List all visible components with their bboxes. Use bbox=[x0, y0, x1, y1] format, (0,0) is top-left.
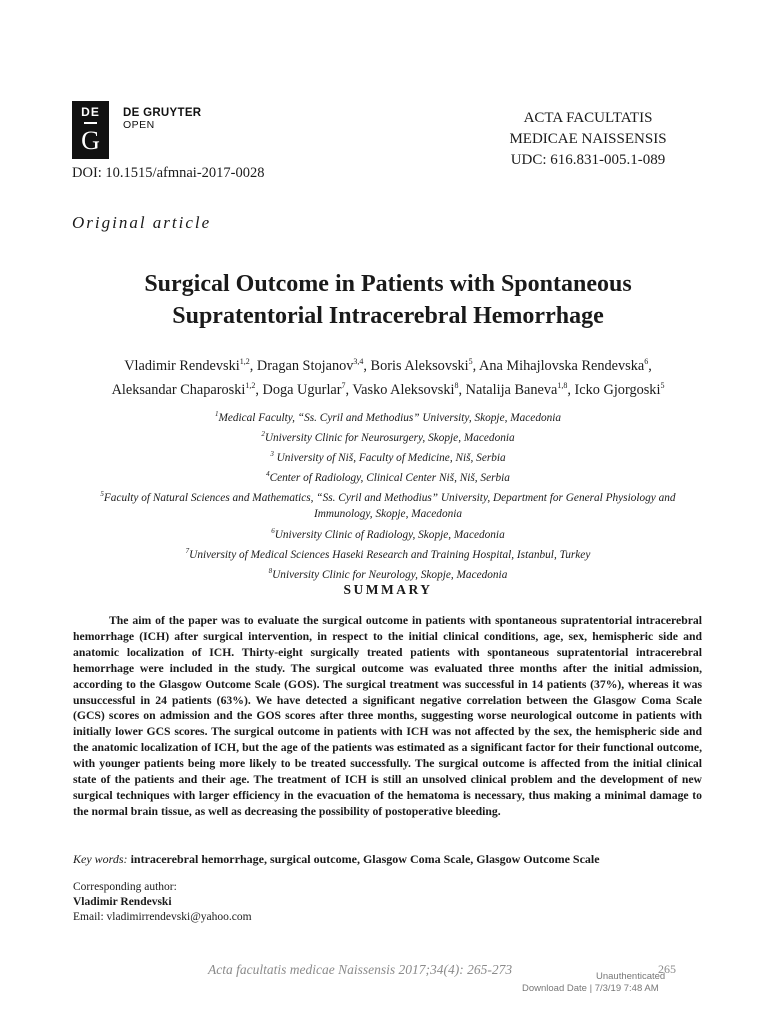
corresponding-label: Corresponding author: bbox=[73, 881, 177, 893]
author: Dragan Stojanov$^{3,4}$, bbox=[256, 357, 371, 374]
author: Vasko Aleksovski$^8$, bbox=[352, 380, 466, 398]
journal-line1: ACTA FACULTATIS bbox=[523, 110, 653, 126]
affiliation: $^4$Center of Radiology, Clinical Center Niš, Niš, Serbia bbox=[266, 470, 510, 484]
publisher-name: DE GRUYTER bbox=[123, 107, 202, 119]
keywords bbox=[73, 851, 702, 867]
journal-line2: MEDICAE NAISSENSIS bbox=[509, 131, 667, 147]
affiliation: $^7$University of Medical Sciences Haseki Research and Training Hospital, Istanbul, Turkey bbox=[185, 546, 591, 561]
corresponding-author bbox=[73, 880, 252, 925]
article-type: Original article bbox=[72, 213, 212, 232]
journal-udc: UDC: 616.831-005.1-089 bbox=[510, 152, 666, 168]
journal-info bbox=[480, 108, 696, 171]
publisher-sub: OPEN bbox=[123, 119, 155, 131]
keywords-label: Key words: bbox=[73, 852, 128, 866]
article-title bbox=[60, 268, 716, 332]
affiliation: $^8$University Clinic for Neurology, Skopje, Macedonia bbox=[268, 566, 508, 581]
author: Aleksandar Chaparoski$^{1,2}$, bbox=[111, 380, 263, 398]
title-line1: Surgical Outcome in Patients with Spontaneous bbox=[144, 271, 632, 297]
title-line2: Supratentorial Intracerebral Hemorrhage bbox=[172, 303, 604, 329]
author-list bbox=[60, 352, 716, 400]
author: Icko Gjorgoski$^5$ bbox=[574, 380, 665, 398]
author: Ana Mihajlovska Rendevska$^6$, bbox=[479, 357, 652, 374]
affiliations bbox=[60, 406, 716, 583]
publisher-logo bbox=[72, 101, 109, 159]
author: Vladimir Rendevski$^{1,2}$, bbox=[124, 357, 257, 374]
affiliation: $^6$University Clinic of Radiology, Skopje, Macedonia bbox=[271, 526, 505, 541]
summary-text: The aim of the paper was to evaluate the surgical outcome in patients with spontaneous supratentorial intracerebral hemorrhage (ICH) after surgical intervention, in respect to the initial clinical conditions, age, sex, hemispheric side and anatomic localization of ICH. Thirty-eight surgically treated patients with spontaneous supratentorial intracerebral hemorrhage were included in the study. The surgical outcome was evaluated three months after the initial admission, according to the Glasgow Outcome Scale (GOS). The surgical treatment was successful in 14 patients (37%), whereas it was unsuccessful in 24 patients (63%). We have detected a significant negative correlation between the Glasgow Coma Scale (GCS) scores on admission and the GOS scores after three months, suggesting worse neurological outcome in patients with initially lower GCS scores. The surgical outcome in patients with ICH was not affected by the sex, the hemispheric side and the anatomic localization of ICH, but the age of the patients was estimated as a significant factor for their functional outcome, with younger patients being more likely to be treated successfully. The surgical outcome is affected from the initial clinical state of the patients and their age. The treatment of ICH is still an unsolved clinical problem and the development of new surgical techniques with larger efficiency in the evacuation of the hematoma is necessary, thus making a minimal damage to the normal brain tissue, as well as decreasing the possibility of postoperative bleeding. bbox=[73, 614, 702, 818]
author: Boris Aleksovski$^5$, bbox=[370, 357, 480, 374]
affiliation: $^3$ University of Niš, Faculty of Medicine, Niš, Serbia bbox=[270, 450, 506, 464]
watermark-unauthenticated: Unauthenticated bbox=[596, 971, 666, 982]
logo-de-text: DE bbox=[81, 105, 100, 119]
affiliation: $^5$Faculty of Natural Sciences and Mathematics, “Ss. Cyril and Methodius” University, Department for General Physiology and Immunology, Skopje, Macedonia bbox=[100, 490, 676, 521]
doi: DOI: 10.1515/afmnai-2017-0028 bbox=[72, 165, 265, 181]
corresponding-name: Vladimir Rendevski bbox=[73, 896, 172, 908]
watermark-download-date: Download Date | 7/3/19 7:48 AM bbox=[522, 983, 659, 994]
author: Doga Ugurlar$^7$, bbox=[262, 380, 353, 398]
logo-g-letter: G bbox=[81, 126, 100, 155]
keywords-text: intracerebral hemorrhage, surgical outcome, Glasgow Coma Scale, Glasgow Outcome Scale bbox=[127, 852, 600, 866]
author: Natalija Baneva$^{1,8}$, bbox=[465, 380, 575, 398]
footer-citation: Acta facultatis medicae Naissensis 2017;34(4): 265-273 bbox=[208, 962, 513, 977]
page-number: 265 bbox=[658, 962, 676, 976]
corresponding-email: Email: vladimirrendevski@yahoo.com bbox=[73, 911, 252, 923]
logo-bar bbox=[84, 122, 97, 124]
summary-heading: SUMMARY bbox=[343, 582, 433, 597]
affiliation: $^1$Medical Faculty, “Ss. Cyril and Methodius” University, Skopje, Macedonia bbox=[214, 410, 562, 424]
affiliation: $^2$University Clinic for Neurosurgery, Skopje, Macedonia bbox=[261, 430, 515, 444]
